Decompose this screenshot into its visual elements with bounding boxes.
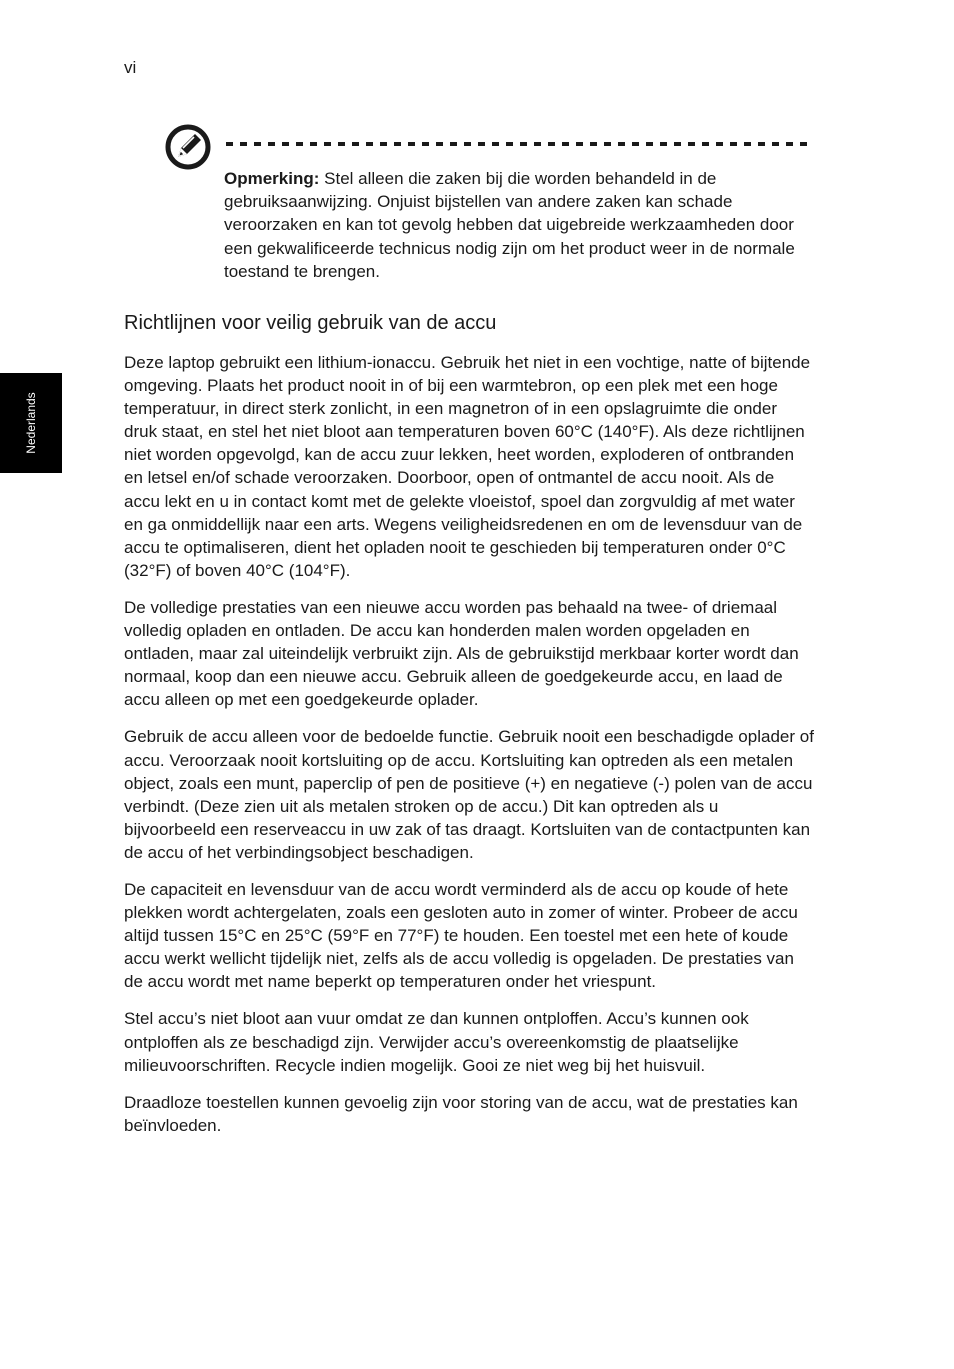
paragraph: Draadloze toestellen kunnen gevoelig zijn voor storing van de accu, wat de prestaties kan beïnvloeden. bbox=[124, 1092, 798, 1135]
page-number: vi bbox=[124, 58, 137, 77]
language-tab-label: Nederlands bbox=[24, 392, 38, 454]
paragraph: De volledige prestaties van een nieuwe accu worden pas behaald na twee- of driemaal volledig opladen en ontladen. De accu kan honderden malen worden opgeladen en ontladen, maar zal uiteindelijk verbruikt zijn. Als de gebruikstijd merkbaar korter wordt dan normaal, koop dan een nieuwe accu. Gebruik alleen de goedgekeurde accu, en laad de accu alleen op met een goedgekeurde oplader. bbox=[124, 597, 799, 710]
section-title: Richtlijnen voor veilig gebruik van de accu bbox=[124, 312, 497, 334]
pen-note-icon bbox=[164, 123, 212, 171]
note-text: Stel alleen die zaken bij die worden behandeld in de gebruiksaanwijzing. Onjuist bijstellen van andere zaken kan schade veroorzaken en kan tot gevolg hebben dat uigebreide werkzaamheden door een gekwalificeerde technicus nodig zijn om het product weer in de normale toestand te brengen. bbox=[224, 169, 795, 281]
paragraph: De capaciteit en levensduur van de accu wordt verminderd als de accu op koude of hete plekken wordt achtergelaten, zoals een gesloten auto in zomer of winter. Probeer de accu altijd tussen 15°C en 25°C (59°F en 77°F) te houden. Een toestel met een hete of koude accu werkt wellicht tijdelijk niet, zelfs als de accu volledig is opgeladen. De prestaties van de accu wordt met name beperkt op temperaturen onder het vriespunt. bbox=[124, 879, 798, 992]
paragraph: Deze laptop gebruikt een lithium-ionaccu. Gebruik het niet in een vochtige, natte of bijtende omgeving. Plaats het product nooit in of bij een warmtebron, op een plek met een hoge temperatuur, in direct sterk zonlicht, in een magnetron of in een opslagruimte die onder druk staat, en stel het niet bloot aan temperaturen boven 60°C (140°F). Als deze richtlijnen niet worden opgevolgd, kan de accu zuur lekken, heet worden, exploderen of ontbranden en letsel en/of schade veroorzaken. Doorboor, open of ontmantel de accu nooit. Als de accu lekt en u in contact komt met de gelekte vloeistof, spoel dan zorgvuldig af met water en ga onmiddellijk naar een arts. Wegens veiligheidsredenen en om de levensduur van de accu te optimaliseren, dient het opladen nooit te geschieden bij temperaturen onder 0°C (32°F) of boven 40°C (104°F). bbox=[124, 353, 811, 580]
paragraph: Gebruik de accu alleen voor de bedoelde functie. Gebruik nooit een beschadigde oplader of accu. Veroorzaak nooit kortsluiting op de accu. Kortsluiting kan optreden als een metalen object, zoals een munt, paperclip of pen de positieve (+) en negatieve (-) polen van de accu verbindt. (Deze zien uit als metalen stroken op de accu.) Dit kan optreden als u bijvoorbeeld een reserveaccu in uw zak of tas draagt. Kortsluiten van de contactpunten kan de accu of het verbindingsobject beschadigen. bbox=[124, 727, 814, 862]
section-body bbox=[124, 351, 814, 1151]
note-label: Opmerking: bbox=[224, 169, 320, 188]
note-block bbox=[224, 167, 810, 283]
paragraph: Stel accu’s niet bloot aan vuur omdat ze dan kunnen ontploffen. Accu’s kunnen ook ontploffen als ze beschadigd zijn. Verwijder accu’s overeenkomstig de plaatselijke milieuvoorschriften. Recycle indien mogelijk. Gooi ze niet weg bij het huisvuil. bbox=[124, 1009, 749, 1075]
language-side-tab bbox=[0, 373, 62, 473]
note-dotted-divider bbox=[226, 142, 810, 146]
